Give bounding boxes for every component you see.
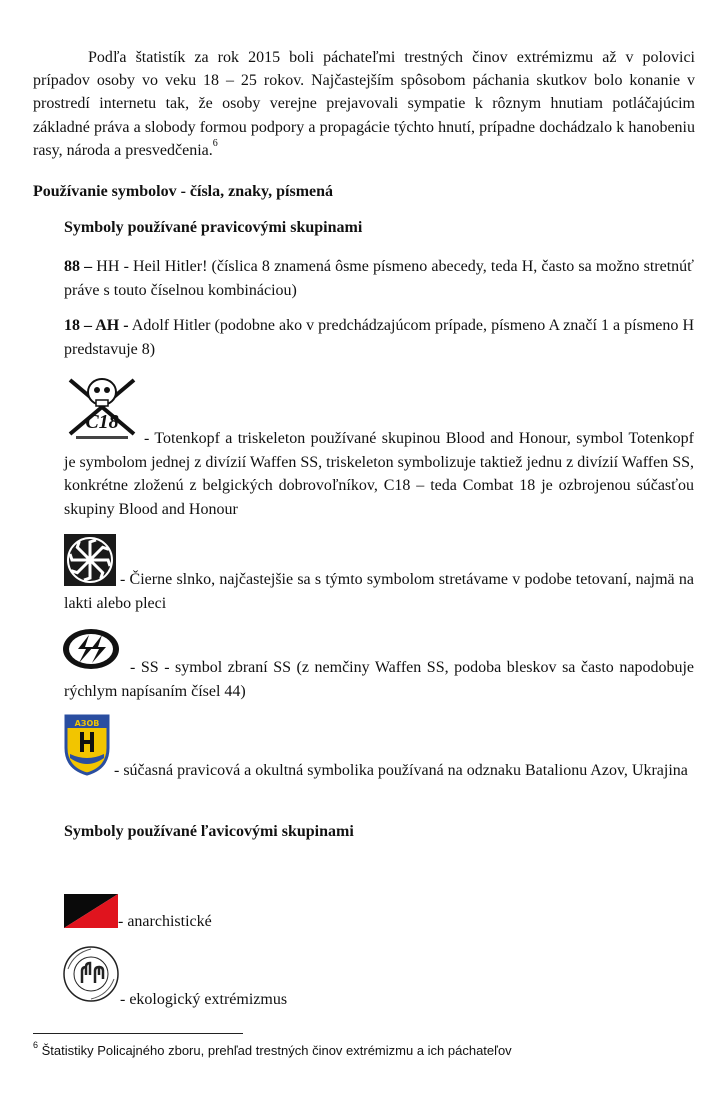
- subheading-right-wing: Symboly používané pravicovými skupinami: [64, 219, 363, 236]
- item-18: [64, 314, 694, 361]
- footnote-text: Štatistiky Policajného zboru, prehľad trestných činov extrémizmu a ich páchateľov: [41, 1043, 512, 1058]
- symbol-totenkopf-desc: - Totenkopf a triskeleton používané skupinou Blood and Honour, symbol Totenkopf je symbolom jednej z divízií Waffen SS, triskeleton symbolizuje taktiež jednu z divízií Waffen SS, konkrétne zloženú z belgických dobrovoľníkov, C18 – teda Combat 18 je ozbrojenou súčasťou skupiny Blood and Honour: [64, 430, 694, 518]
- item-18-code: 18 – AH -: [64, 317, 129, 334]
- symbol-animal-liberation-desc: - ekologický extrémizmus: [120, 991, 288, 1008]
- intro-text: Podľa štatistík za rok 2015 boli páchateľmi trestných činov extrémizmu až v polovici prípadov osoby vo veku 18 – 25 rokov. Najčastejším spôsobom páchania skutkov bolo konanie v prostredí internetu tak, že osoby verejne prejavovali sympatie k rôznym hnutiam potláčajúcim základné práva a slobody formou podpory a propagácie týchto hnutí, prípadne dochádzalo k hanobeniu rasy, národa a presvedčenia.: [33, 49, 695, 159]
- subheading-left-wing: Symboly používané ľavicovými skupinami: [64, 823, 354, 840]
- footnote: [33, 1039, 512, 1061]
- symbol-azov-desc: - súčasná pravicová a okultná symbolika používaná na odznaku Batalionu Azov, Ukrajina: [114, 762, 688, 779]
- animal-liberation-icon: [62, 945, 120, 1003]
- footnote-ref: 6: [212, 138, 218, 150]
- item-18-text: Adolf Hitler (podobne ako v predchádzajúcom prípade, písmeno A značí 1 a písmeno H predstavuje 8): [64, 317, 694, 358]
- item-88-text: HH - Heil Hitler! (číslica 8 znamená ôsme písmeno abecedy, teda H, často sa možno stretnúť práve s touto číselnou kombináciou): [64, 258, 695, 299]
- intro-paragraph: [33, 46, 695, 162]
- item-88: [64, 255, 694, 302]
- section-heading: Používanie symbolov - čísla, znaky, písmená: [33, 183, 334, 200]
- footnote-divider: [33, 1033, 243, 1034]
- symbol-ss-desc: - SS - symbol zbraní SS (z nemčiny Waffen SS, podoba bleskov sa často napodobuje rýchlym napísaním čísel 44): [64, 659, 694, 700]
- symbol-black-sun-desc: - Čierne slnko, najčastejšie sa s týmto symbolom stretávame v podobe tetovaní, najmä na lakti alebo pleci: [64, 571, 694, 612]
- item-88-code: 88 –: [64, 258, 93, 275]
- footnote-number: 6: [33, 1039, 39, 1050]
- c18-logo-text: C18: [85, 411, 119, 433]
- azov-logo-text: АЗОВ: [74, 719, 100, 728]
- symbol-anarchist-desc: - anarchistické: [118, 913, 212, 930]
- anarchist-flag-icon: [64, 894, 118, 928]
